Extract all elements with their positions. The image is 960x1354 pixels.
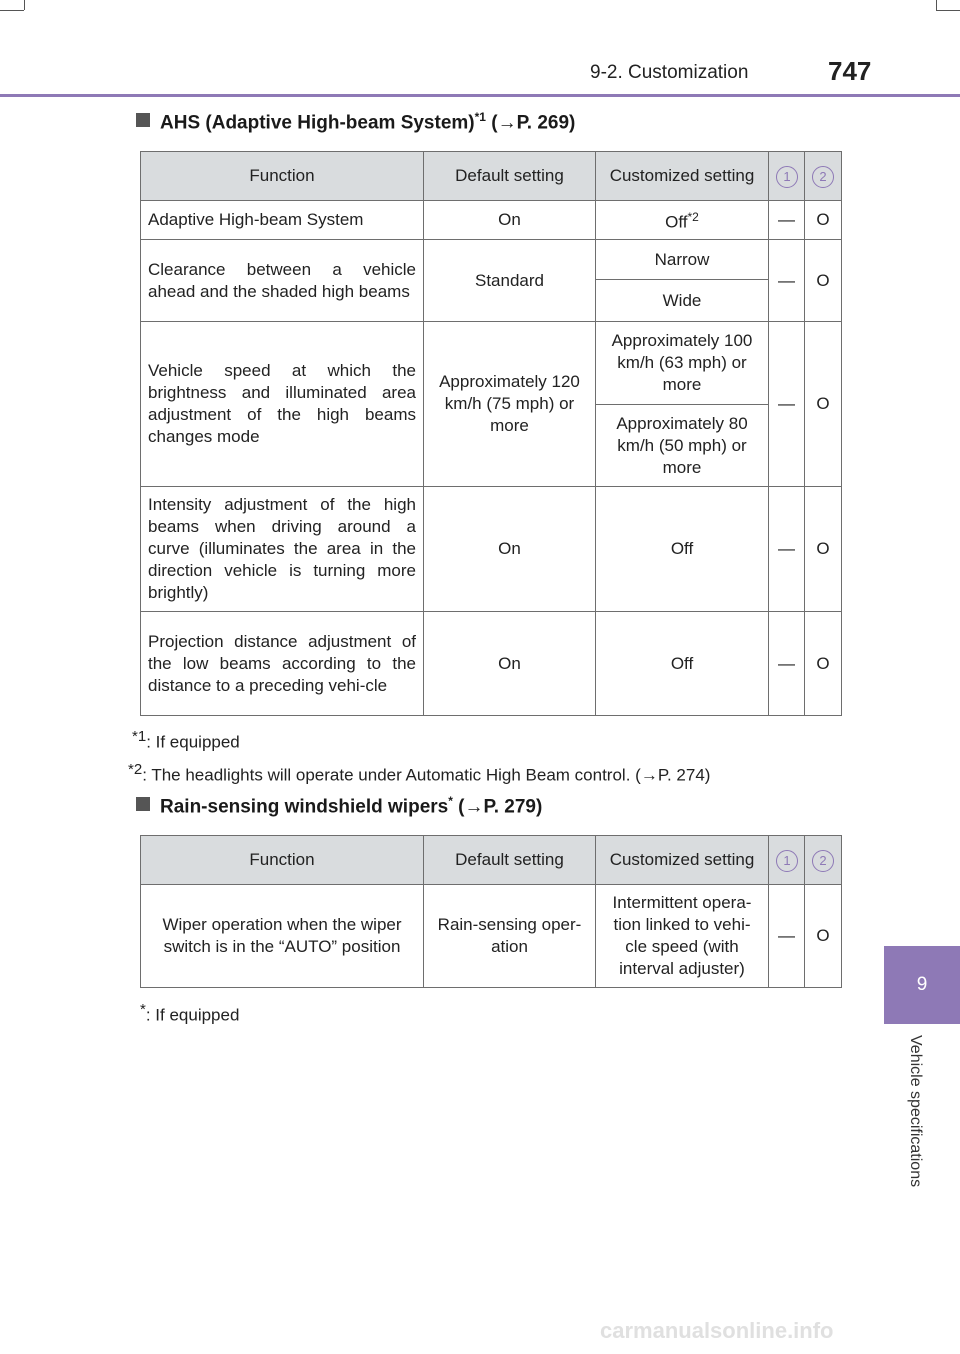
footnote: $^{*1}$: If equipped	[132, 728, 240, 752]
table-row	[141, 885, 842, 988]
default-cell: Standard	[424, 240, 596, 322]
method-2-cell: O	[805, 612, 842, 716]
crop-mark	[24, 0, 25, 10]
circled-number-1-icon: 1	[776, 166, 798, 188]
function-cell: Projection distance adjustment of the low beams according to the distance to a preceding vehi-cle	[141, 612, 424, 716]
method-1-cell: —	[769, 240, 805, 322]
method-2-cell: O	[805, 885, 842, 988]
wiper-settings-table	[140, 835, 842, 988]
function-cell: Vehicle speed at which the brightness and illuminated area adjustment of the high beams changes mode	[141, 322, 424, 487]
default-cell: On	[424, 487, 596, 612]
customized-cell: Approximately 100 km/h (63 mph) or more	[596, 322, 769, 405]
function-cell: Intensity adjustment of the high beams when driving around a curve (illuminates the area in the direction vehicle is turning more brightly)	[141, 487, 424, 612]
method-1-cell: —	[769, 885, 805, 988]
arrow-right-icon: →	[640, 765, 658, 785]
customized-cell: Approximately 80 km/h (50 mph) or more	[596, 405, 769, 487]
method-1-cell: —	[769, 322, 805, 487]
circled-number-1-icon: 1	[776, 850, 798, 872]
method-2-cell: O	[805, 487, 842, 612]
method-2-cell: O	[805, 240, 842, 322]
column-header-method-2	[805, 836, 842, 885]
column-header-function: Function	[141, 836, 424, 885]
customized-cell: Narrow	[596, 240, 769, 280]
column-header-default: Default setting	[424, 152, 596, 201]
ahs-settings-table	[140, 151, 842, 716]
function-cell: Clearance between a vehicle ahead and the shaded high beams	[141, 240, 424, 322]
watermark: carmanualsonline.info	[600, 1318, 834, 1343]
footnote: $^{*2}$: The headlights will operate under Automatic High Beam control. (→P. 274)	[128, 761, 711, 785]
page-number: 747	[828, 56, 872, 86]
crop-mark	[936, 10, 960, 11]
circled-number-2-icon: 2	[812, 166, 834, 188]
section-heading-ahs: AHS (Adaptive High-beam System)$^{*1}$ (→P. 269)	[136, 110, 575, 134]
method-2-cell: O	[805, 201, 842, 240]
function-cell: Wiper operation when the wiper switch is in the “AUTO” position	[141, 885, 424, 988]
default-cell: On	[424, 612, 596, 716]
column-header-method-1	[769, 152, 805, 201]
footnote: *: If equipped	[140, 1001, 240, 1025]
default-cell: On	[424, 201, 596, 240]
section-title: 9-2. Customization	[590, 62, 749, 83]
crop-mark	[936, 0, 937, 10]
method-1-cell: —	[769, 201, 805, 240]
default-cell: Rain-sensing oper-ation	[424, 885, 596, 988]
arrow-right-icon: →	[464, 796, 484, 818]
method-1-cell: —	[769, 487, 805, 612]
chapter-label: Vehicle specifications	[907, 1035, 924, 1188]
customized-cell: Wide	[596, 280, 769, 322]
customized-cell: Intermittent opera-tion linked to vehi-cle speed (with interval adjuster)	[596, 885, 769, 988]
table-row	[141, 322, 842, 405]
arrow-right-icon: →	[497, 112, 517, 134]
method-1-cell: —	[769, 612, 805, 716]
square-bullet-icon	[136, 113, 150, 127]
table-header-row	[141, 152, 842, 201]
circled-number-2-icon: 2	[812, 850, 834, 872]
column-header-method-1	[769, 836, 805, 885]
section-heading-wipers: Rain-sensing windshield wipers* (→P. 279)	[136, 794, 542, 818]
column-header-function: Function	[141, 152, 424, 201]
method-2-cell: O	[805, 322, 842, 487]
table-row	[141, 240, 842, 280]
customized-cell: Off$^{*2}$	[596, 201, 769, 240]
column-header-default: Default setting	[424, 836, 596, 885]
chapter-number: 9	[916, 974, 928, 995]
column-header-customized: Customized setting	[596, 836, 769, 885]
customized-cell: Off	[596, 487, 769, 612]
table-header-row	[141, 836, 842, 885]
function-cell: Adaptive High-beam System	[141, 201, 424, 240]
customized-cell: Off	[596, 612, 769, 716]
default-cell: Approximately 120 km/h (75 mph) or more	[424, 322, 596, 487]
column-header-method-2	[805, 152, 842, 201]
table-row	[141, 201, 842, 240]
table-row	[141, 612, 842, 716]
header-divider	[0, 94, 960, 97]
table-row	[141, 487, 842, 612]
crop-mark	[0, 10, 24, 11]
column-header-customized: Customized setting	[596, 152, 769, 201]
chapter-tab	[884, 946, 960, 1024]
square-bullet-icon	[136, 797, 150, 811]
